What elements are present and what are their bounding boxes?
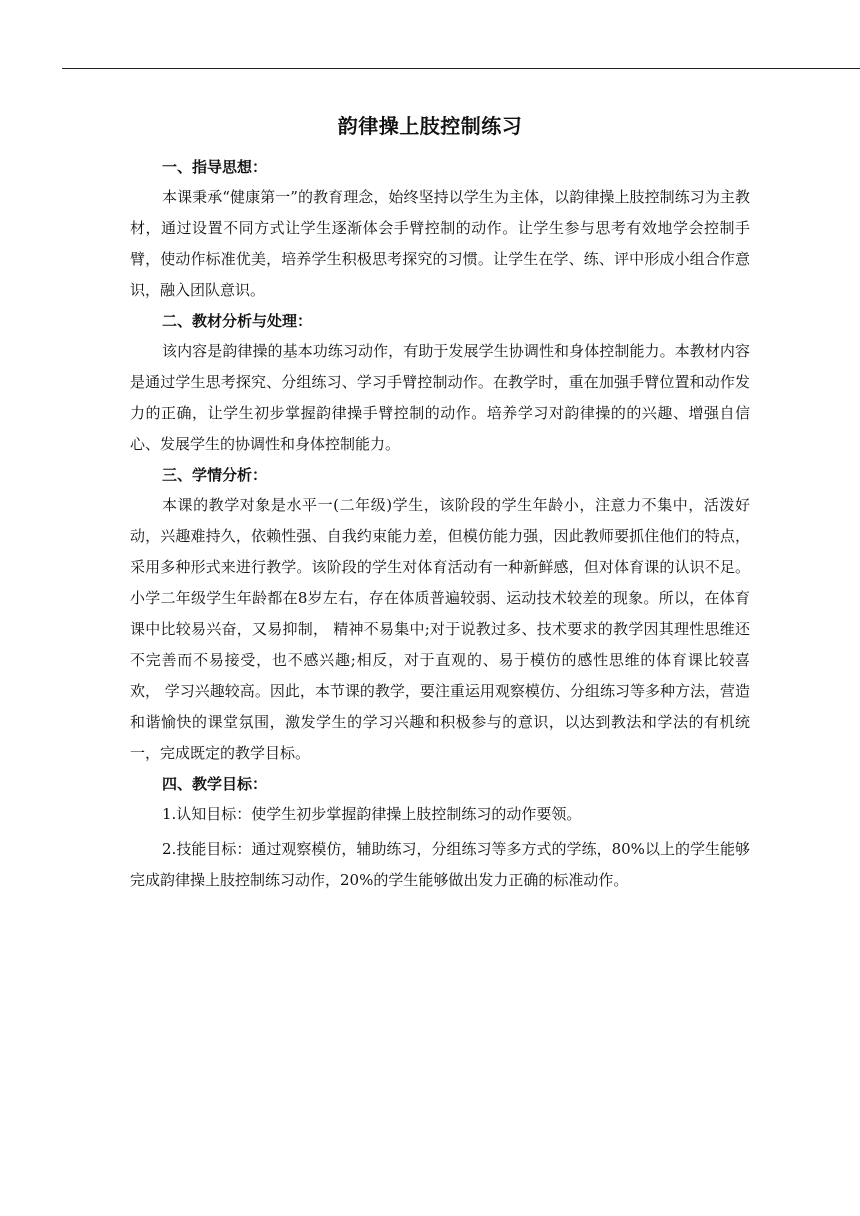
section-heading: 二、教材分析与处理：	[162, 312, 313, 330]
section-material-analysis	[130, 310, 750, 460]
document-title: 韵律操上肢控制练习	[337, 114, 523, 138]
section-student-analysis	[130, 464, 750, 769]
document-body	[130, 152, 750, 900]
section-paragraph: 本课的教学对象是水平一(二年级)学生，该阶段的学生年龄小，注意力不集中，活泼好动，兴趣难持久，依赖性强、自我约束能力差，但模仿能力强，因此教师要抓住他们的特点，采用多种形式来进行教学。该阶段的学生对体育活动有一种新鲜感，但对体育课的认识不足。小学二年级学生年龄都在8岁左右，存在体质普遍较弱、运动技术较差的现象。所以，在体育课中比较易兴奋，又易抑制， 精神不易集中;对于说教过多、技术要求的教学因其理性思维还不完善而不易接受，也不感兴趣;相反，对于直观的、易于模仿的感性思维的体育课比较喜欢， 学习兴趣较高。因此，本节课的教学，要注重运用观察模仿、分组练习等多种方法，营造和谐愉快的课堂氛围，激发学生的学习兴趣和积极参与的意识，以达到教法和学法的有机统一，完成既定的教学目标。	[130, 496, 750, 762]
section-heading: 一、指导思想：	[162, 158, 268, 176]
section-heading: 三、学情分析：	[162, 466, 268, 484]
objective-cognitive: 1.认知目标：使学生初步掌握韵律操上肢控制练习的动作要领。	[162, 805, 582, 823]
section-paragraph: 本课秉承“健康第一”的教育理念，始终坚持以学生为主体，以韵律操上肢控制练习为主教材，通过设置不同方式让学生逐渐体会手臂控制的动作。让学生参与思考有效地学会控制手臂，使动作标准优美，培养学生积极思考探究的习惯。让学生在学、练、评中形成小组合作意识，融入团队意识。	[130, 188, 750, 299]
section-guiding-ideology	[130, 156, 750, 306]
section-heading: 四、教学目标：	[162, 775, 268, 793]
header-rule	[62, 68, 860, 69]
section-teaching-objectives	[130, 773, 750, 896]
section-paragraph: 该内容是韵律操的基本功练习动作，有助于发展学生协调性和身体控制能力。本教材内容是通过学生思考探究、分组练习、学习手臂控制动作。在教学时，重在加强手臂位置和动作发力的正确，让学生初步掌握韵律操手臂控制的动作。培养学习对韵律操的的兴趣、增强自信心、发展学生的协调性和身体控制能力。	[130, 342, 750, 453]
objective-skill: 2.技能目标：通过观察模仿，辅助练习，分组练习等多方式的学练，80%以上的学生能够完成韵律操上肢控制练习动作，20%的学生能够做出发力正确的标准动作。	[130, 840, 750, 889]
